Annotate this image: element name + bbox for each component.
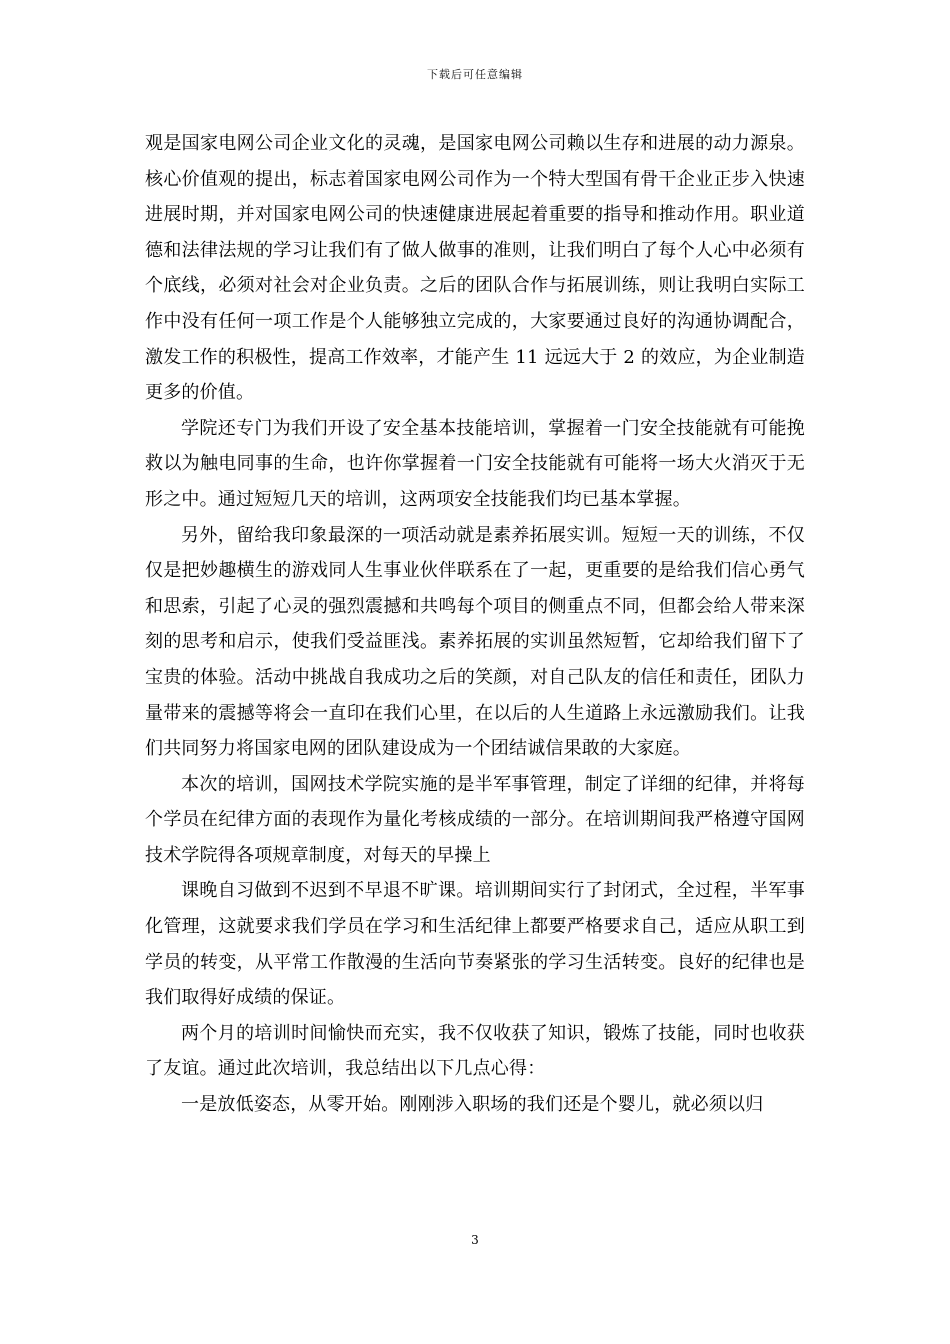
paragraph-1: 观是国家电网公司企业文化的灵魂，是国家电网公司赖以生存和进展的动力源泉。核心价值观的提出，标志着国家电网公司作为一个特大型国有骨干企业正步入快速进展时期，并对国家电网公司的快速健康进展起着重要的指导和推动作用。职业道德和法律法规的学习让我们有了做人做事的准则，让我们明白了每个人心中必须有个底线，必须对社会对企业负责。之后的团队合作与拓展训练，则让我明白实际工作中没有任何一项工作是个人能够独立完成的，大家要通过良好的沟通协调配合，激发工作的积极性，提高工作效率，才能产生 11 远远大于 2 的效应，为企业制造更多的价值。 <box>145 133 805 404</box>
page-number: 3 <box>471 1233 479 1247</box>
paragraph-2: 学院还专门为我们开设了安全基本技能培训，掌握着一门安全技能就有可能挽救以为触电同事的生命，也许你掌握着一门安全技能就有可能将一场大火消灭于无形之中。通过短短几天的培训，这两项安全技能我们均已基本掌握。 <box>145 417 805 510</box>
paragraph-7: 一是放低姿态，从零开始。刚刚涉入职场的我们还是个婴儿，就必须以归 <box>181 1094 764 1116</box>
page-header: 下载后可任意编辑 <box>427 68 523 81</box>
paragraph-5: 课晚自习做到不迟到不早退不旷课。培训期间实行了封闭式，全过程，半军事化管理，这就要求我们学员在学习和生活纪律上都要严格要求自己，适应从职工到学员的转变，从平常工作散漫的生活向节奏紧张的学习生活转变。良好的纪律也是我们取得好成绩的保证。 <box>145 880 805 1009</box>
paragraph-6: 两个月的培训时间愉快而充实，我不仅收获了知识，锻炼了技能，同时也收获了友谊。通过此次培训，我总结出以下几点心得： <box>145 1022 805 1080</box>
paragraph-4: 本次的培训，国网技术学院实施的是半军事管理，制定了详细的纪律，并将每个学员在纪律方面的表现作为量化考核成绩的一部分。在培训期间我严格遵守国网技术学院得各项规章制度，对每天的早操上 <box>145 773 805 866</box>
paragraph-3: 另外，留给我印象最深的一项活动就是素养拓展实训。短短一天的训练，不仅仅是把妙趣横生的游戏同人生事业伙伴联系在了一起，更重要的是给我们信心勇气和思索，引起了心灵的强烈震撼和共鸣每个项目的侧重点不同，但都会给人带来深刻的思考和启示，使我们受益匪浅。素养拓展的实训虽然短暂，它却给我们留下了宝贵的体验。活动中挑战自我成功之后的笑颜，对自己队友的信任和责任，团队力量带来的震撼等将会一直印在我们心里，在以后的人生道路上永远激励我们。让我们共同努力将国家电网的团队建设成为一个团结诚信果敢的大家庭。 <box>145 524 805 760</box>
document-body <box>145 126 805 1123</box>
